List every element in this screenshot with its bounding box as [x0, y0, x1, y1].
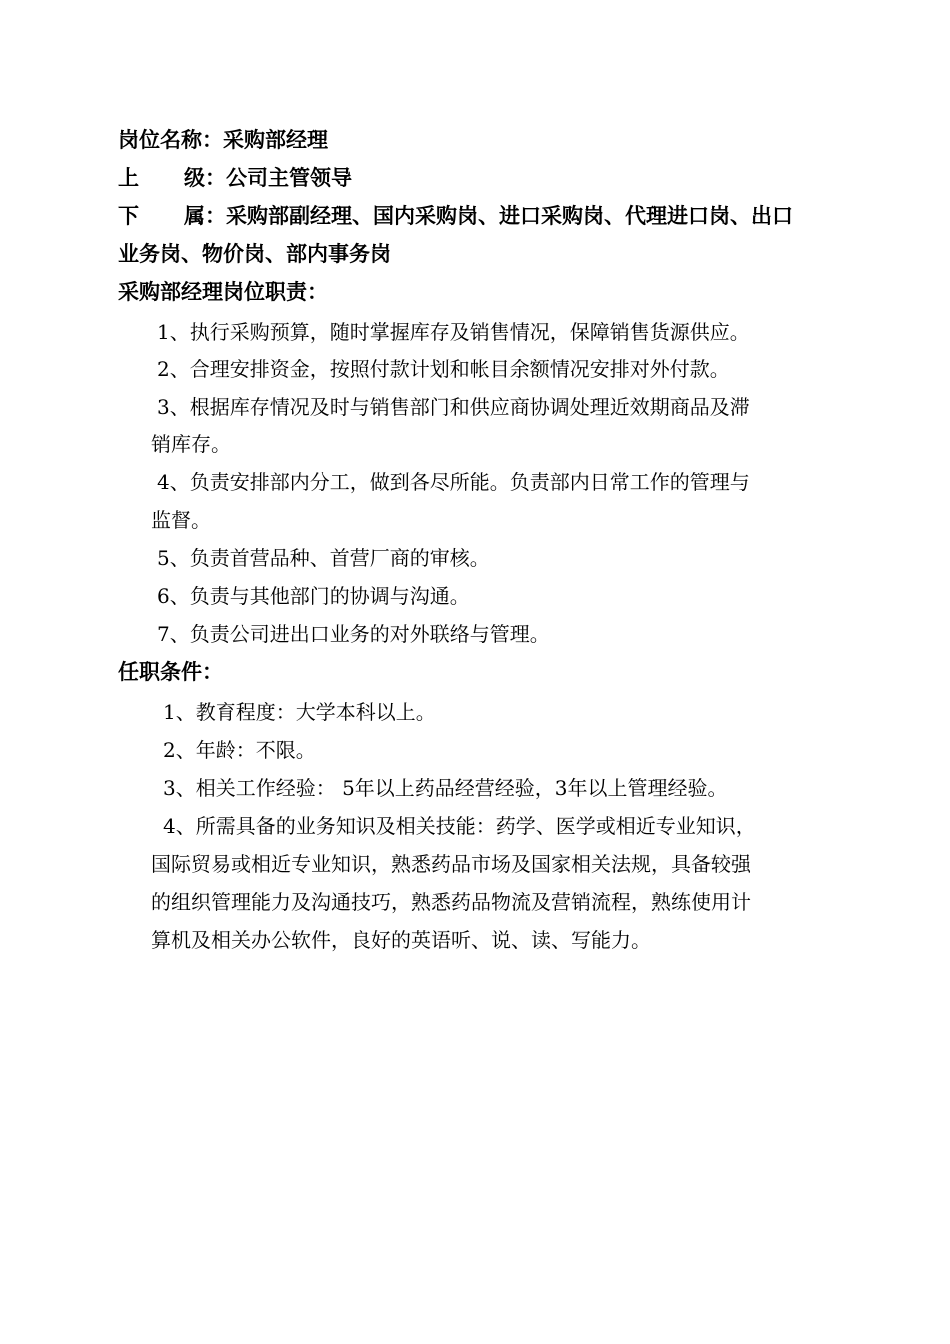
superior-row	[118, 164, 352, 192]
duty-item-4-cont: 监督。	[151, 508, 211, 532]
requirement-item-4-cont-3: 算机及相关办公软件，良好的英语听、说、读、写能力。	[151, 928, 651, 952]
duty-item-2: 2、合理安排资金，按照付款计划和帐目余额情况安排对外付款。	[157, 357, 730, 381]
duty-item-3: 3、根据库存情况及时与销售部门和供应商协调处理近效期商品及滞	[157, 395, 750, 419]
duty-item-6: 6、负责与其他部门的协调与沟通。	[157, 584, 470, 608]
subordinate-value-line2: 业务岗、物价岗、部内事务岗	[118, 242, 391, 266]
requirement-item-4-cont-2: 的组织管理能力及沟通技巧，熟悉药品物流及营销流程，熟练使用计	[151, 890, 751, 914]
duty-item-4: 4、负责安排部内分工，做到各尽所能。负责部内日常工作的管理与	[157, 470, 750, 494]
duty-item-7: 7、负责公司进出口业务的对外联络与管理。	[157, 622, 550, 646]
superior-label-right: 级：	[184, 166, 226, 190]
duty-item-1: 1、执行采购预算，随时掌握库存及销售情况，保障销售货源供应。	[157, 320, 750, 344]
subordinate-label-right: 属：	[184, 204, 226, 228]
superior-label-left: 上	[118, 166, 139, 190]
requirement-item-1: 1、教育程度：大学本科以上。	[163, 700, 436, 724]
subordinate-label-left: 下	[118, 204, 139, 228]
duties-heading: 采购部经理岗位职责：	[118, 280, 328, 304]
subordinate-value-line1: 采购部副经理、国内采购岗、进口采购岗、代理进口岗、出口	[226, 204, 793, 228]
superior-value: 公司主管领导	[226, 166, 352, 190]
position-name-row	[118, 126, 328, 154]
requirement-item-2: 2、年龄：不限。	[163, 738, 316, 762]
subordinate-row	[118, 202, 793, 230]
requirement-item-3: 3、相关工作经验： 5年以上药品经营经验，3年以上管理经验。	[163, 776, 728, 800]
requirement-item-4: 4、所需具备的业务知识及相关技能：药学、医学或相近专业知识，	[163, 814, 756, 838]
duty-item-5: 5、负责首营品种、首营厂商的审核。	[157, 546, 490, 570]
position-name-label: 岗位名称：	[118, 128, 223, 152]
position-name-value: 采购部经理	[223, 128, 328, 152]
duty-item-3-cont: 销库存。	[151, 432, 231, 456]
requirement-item-4-cont-1: 国际贸易或相近专业知识，熟悉药品市场及国家相关法规，具备较强	[151, 852, 751, 876]
requirements-heading: 任职条件：	[118, 660, 223, 684]
